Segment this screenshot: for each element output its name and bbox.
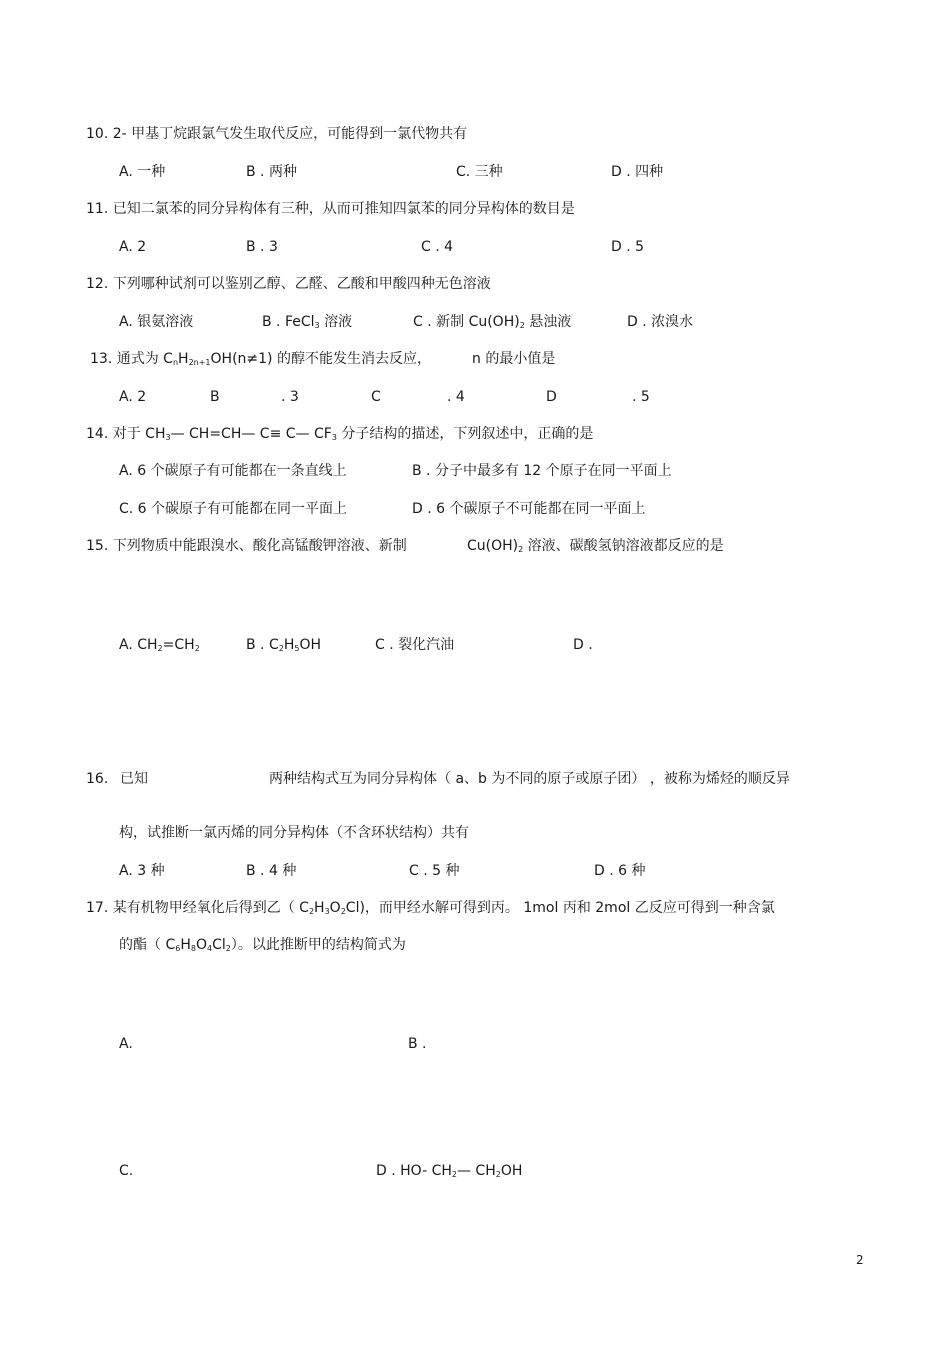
q11-option-b: B . 3 (246, 239, 278, 255)
q17-stem-line2: 的酯（ $C_6H_8O_4Cl_2$）。以此推断甲的结构简式为 (119, 937, 406, 953)
q13-option-b: . 3 (281, 389, 299, 405)
q14-option-c: C. 6 个碳原子有可能都在同一平面上 (119, 501, 348, 517)
q14-option-d: D . 6 个碳原子不可能都在同一平面上 (412, 501, 646, 517)
q17-option-b: B . (408, 1036, 427, 1052)
q13-option-c-letter: C (371, 389, 381, 405)
q16-number: 16. (86, 771, 109, 787)
q10-stem: 10. 2- 甲基丁烷跟氯气发生取代反应，可能得到一氯代物共有 (86, 126, 468, 142)
q12-stem: 12. 下列哪种试剂可以鉴别乙醇、乙醛、乙酸和甲酸四种无色溶液 (86, 276, 491, 292)
q10-option-d: D . 四种 (611, 164, 664, 180)
q12-option-c: C . 新制 $Cu(OH)_2$ 悬浊液 (413, 314, 572, 330)
q16-known: 已知 (120, 771, 148, 787)
q10-option-b: B . 两种 (246, 164, 297, 180)
q12-option-d: D . 浓溴水 (627, 314, 694, 330)
q10-option-a: A. 一种 (119, 164, 166, 180)
q16-stem-line2: 构，试推断一氯丙烯的同分异构体（不含环状结构）共有 (119, 825, 469, 841)
q15-stem-cont: $Cu(OH)_2$ 溶液、碳酸氢钠溶液都反应的是 (467, 538, 724, 554)
q13-stem: 13. 通式为 $C_nH_{2n+1}OH(n\ne 1)$ 的醇不能发生消去反应， (90, 351, 431, 367)
q13-option-a: A. 2 (119, 389, 147, 405)
q13-option-b-letter: B (210, 389, 220, 405)
q11-stem: 11. 已知二氯苯的同分异构体有三种，从而可推知四氯苯的同分异构体的数目是 (86, 201, 575, 217)
q13-option-d-letter: D (546, 389, 557, 405)
q11-option-d: D . 5 (611, 239, 645, 255)
q15-option-b: B . $C_2H_5OH$ (246, 637, 321, 653)
q13-option-d: . 5 (632, 389, 650, 405)
q10-option-c: C. 三种 (456, 164, 503, 180)
q17-stem: 17. 某有机物甲经氧化后得到乙（ $C_2H_3O_2Cl$)，而甲经水解可得到丙。 1mol 丙和 2mol 乙反应可得到一种含氯 (86, 900, 775, 916)
q12-option-a: A. 银氨溶液 (119, 314, 194, 330)
q16-option-c: C . 5 种 (409, 863, 460, 879)
q14-stem: 14. 对于 $CH_3—$ CH=CH— C≡ C— $CF_3$ 分子结构的描述，下列叙述中，正确的是 (86, 426, 594, 442)
q13-stem-tail: n 的最小值是 (472, 351, 556, 367)
q14-option-b: B . 分子中最多有 12 个原子在同一平面上 (412, 463, 672, 479)
q11-option-c: C . 4 (421, 239, 454, 255)
q14-option-a: A. 6 个碳原子有可能都在一条直线上 (119, 463, 347, 479)
q16-stem: 两种结构式互为同分异构体（ a、b 为不同的原子或原子团） ，被称为烯烃的顺反异 (269, 771, 790, 787)
q12-option-b: B . FeCl$_3$ 溶液 (262, 314, 353, 330)
page-number: 2 (856, 1253, 864, 1267)
q13-option-c: . 4 (447, 389, 465, 405)
q15-option-c: C . 裂化汽油 (375, 637, 455, 653)
q16-option-b: B . 4 种 (246, 863, 297, 879)
q16-option-a: A. 3 种 (119, 863, 165, 879)
q15-option-d: D . (573, 637, 593, 653)
q17-option-a: A. (119, 1036, 133, 1052)
q15-stem: 15. 下列物质中能跟溴水、酸化高锰酸钾溶液、新制 (86, 538, 407, 554)
q15-option-a: A. $CH_2=CH_2$ (119, 637, 200, 653)
q17-option-d: D . HO- $CH_2—$ $CH_2OH$ (376, 1163, 523, 1179)
q17-option-c: C. (119, 1163, 134, 1179)
q11-option-a: A. 2 (119, 239, 147, 255)
q16-option-d: D . 6 种 (594, 863, 646, 879)
